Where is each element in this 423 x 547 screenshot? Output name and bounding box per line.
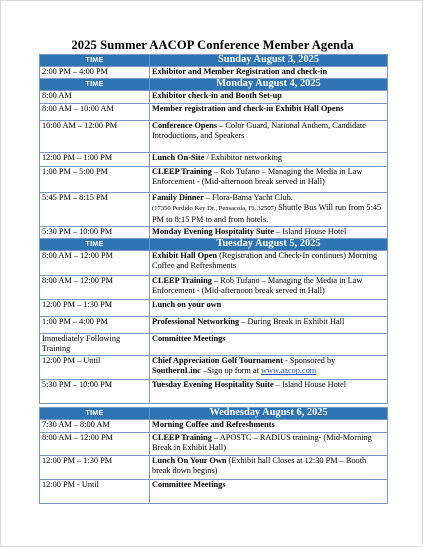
row-title: Conference Opens — [152, 121, 218, 130]
row-description — [150, 193, 388, 227]
time-column-header: TIME — [40, 55, 150, 67]
row-detail: – Rob Tufano – Managing the Media in Law Enforcement - (Mid-afternoon break served in Hall) — [152, 167, 363, 187]
row-time: 8:00 AM – 12:00 PM — [40, 433, 150, 456]
row-detail: (Exhibit hall Closes at 12:30 PM – Booth break down begins) — [152, 456, 367, 476]
agenda-table-wednesday — [39, 407, 388, 504]
row-title: Lunch On-Site — [152, 153, 205, 162]
agenda-row — [40, 380, 388, 404]
row-title: Chief Appreciation Golf Tournament — [152, 356, 283, 365]
agenda-row — [40, 300, 388, 317]
day-date: Sunday August 3, 2025 — [150, 55, 388, 67]
row-detail: – Island House Hotel — [273, 227, 347, 236]
row-description — [150, 91, 388, 104]
row-detail-extra: –Sign up form at — [200, 366, 262, 376]
row-time: 12:00 PM – 1:30 PM — [40, 300, 150, 317]
row-detail: – During Break in Exhibit Hall — [239, 317, 345, 326]
row-time: 12:00 PM – Until — [40, 356, 150, 380]
row-address: (17350 Perdido Key Dr., Pensacola, FL 32507) — [152, 205, 277, 213]
time-column-header: TIME — [40, 79, 150, 91]
row-description — [150, 67, 388, 79]
row-time: 1:00 PM – 5:00 PM — [40, 167, 150, 193]
agenda-row — [40, 356, 388, 380]
row-description — [150, 380, 388, 404]
row-description — [150, 300, 388, 317]
row-time: 8:00 AM – 12:00 PM — [40, 251, 150, 276]
row-time: Immediately Following Training — [40, 334, 150, 356]
row-detail: – Rob Tufano – Managing the Media in Law Enforcement - (Mid-afternoon break served in Hall) — [152, 276, 363, 296]
row-title: Lunch on your own — [152, 300, 222, 309]
row-sponsor: SouthernLinc — [152, 366, 201, 376]
row-description — [150, 334, 388, 356]
row-time: 2:00 PM – 4:00 PM — [40, 67, 150, 79]
agenda-row — [40, 433, 388, 456]
day-date: Tuesday August 5, 2025 — [150, 239, 388, 251]
day-header-row — [40, 408, 388, 420]
row-time: 1:00 PM – 4:00 PM — [40, 317, 150, 334]
row-time: 5:30 PM – 10:00 PM — [40, 380, 150, 404]
row-detail: – APOSTC – RADIUS training- (Mid-Morning Break in Exhibit Hall) — [152, 433, 372, 453]
row-title: Lunch On Your Own — [152, 456, 227, 465]
row-title: Tuesday Evening Hospitality Suite — [152, 380, 274, 389]
agenda-row — [40, 104, 388, 121]
agenda-row — [40, 251, 388, 276]
row-detail: - Sponsored by — [283, 356, 336, 365]
row-detail: (Registration and Check-In continues) Morning Coffee and Refreshments — [152, 251, 378, 271]
row-time: 5:30 PM – 10:00 PM — [40, 227, 150, 239]
day-date: Wednesday August 6, 2025 — [150, 408, 388, 420]
row-detail-extra: Shuttle Bus Will run from 5:45 PM to 8:15 PM to and from hotels. — [152, 203, 382, 224]
row-description — [150, 356, 388, 380]
row-description — [150, 433, 388, 456]
agenda-row — [40, 456, 388, 480]
agenda-row — [40, 153, 388, 167]
row-time: 12:00 PM – 1:00 PM — [40, 153, 150, 167]
agenda-table-main — [39, 54, 388, 404]
row-time: 7:30 AM – 8:00 AM — [40, 420, 150, 433]
agenda-row — [40, 480, 388, 504]
row-description — [150, 420, 388, 433]
day-header-row — [40, 79, 388, 91]
row-description — [150, 121, 388, 153]
row-description — [150, 251, 388, 276]
row-time: 12:00 PM - Until — [40, 480, 150, 504]
row-time: 10:00 AM – 12:00 PM — [40, 121, 150, 153]
row-description — [150, 456, 388, 480]
row-description — [150, 317, 388, 334]
row-description — [150, 104, 388, 121]
row-title: Family Dinner — [152, 193, 204, 202]
row-title: CLEEP Training — [152, 433, 212, 442]
row-title: Morning Coffee and Refreshments — [152, 420, 275, 429]
row-title: Exhibitor check-in and Booth Set-up — [152, 91, 282, 100]
row-time: 8:00 AM — [40, 91, 150, 104]
row-description — [150, 227, 388, 239]
agenda-row — [40, 167, 388, 193]
row-description — [150, 480, 388, 504]
agenda-row — [40, 276, 388, 300]
row-description — [150, 276, 388, 300]
page-title: 2025 Summer AACOP Conference Member Agenda — [71, 38, 354, 52]
day-header-row — [40, 239, 388, 251]
day-date: Monday August 4, 2025 — [150, 79, 388, 91]
agenda-row — [40, 67, 388, 79]
agenda-row — [40, 121, 388, 153]
agenda-row — [40, 334, 388, 356]
row-title: Committee Meetings — [152, 480, 226, 489]
signup-link[interactable]: www.aacop.com — [261, 366, 317, 376]
time-column-header: TIME — [40, 408, 150, 420]
row-detail: – Flora-Bama Yacht Club. — [203, 193, 293, 202]
row-title: Professional Networking — [152, 317, 240, 326]
row-title: Exhibitor and Member Registration and check-in — [152, 67, 328, 76]
row-title: Monday Evening Hospitality Suite — [152, 227, 274, 236]
row-title: CLEEP Training — [152, 167, 212, 176]
row-title: Committee Meetings — [152, 334, 226, 343]
agenda-row — [40, 420, 388, 433]
agenda-row — [40, 227, 388, 239]
row-detail: – Island House Hotel — [273, 380, 347, 389]
row-title: Exhibit Hall Open — [152, 251, 218, 260]
agenda-row — [40, 193, 388, 227]
row-time: 12:00 PM – 1:30 PM — [40, 456, 150, 480]
row-detail: / Exhibitor networking — [204, 153, 283, 162]
row-time: 8:00 AM – 12:00 PM — [40, 276, 150, 300]
row-description — [150, 167, 388, 193]
row-time: 8:00 AM – 10:00 AM — [40, 104, 150, 121]
row-title: Member registration and check-in Exhibit Hall Opens — [152, 104, 344, 113]
row-description — [150, 153, 388, 167]
agenda-row — [40, 317, 388, 334]
day-header-row — [40, 55, 388, 67]
time-column-header: TIME — [40, 239, 150, 251]
row-title: CLEEP Training — [152, 276, 212, 285]
agenda-row — [40, 91, 388, 104]
row-detail: – Color Guard, National Anthem, Candidate Introductions, and Speakers — [152, 121, 366, 141]
row-time: 5:45 PM – 8:15 PM — [40, 193, 150, 227]
